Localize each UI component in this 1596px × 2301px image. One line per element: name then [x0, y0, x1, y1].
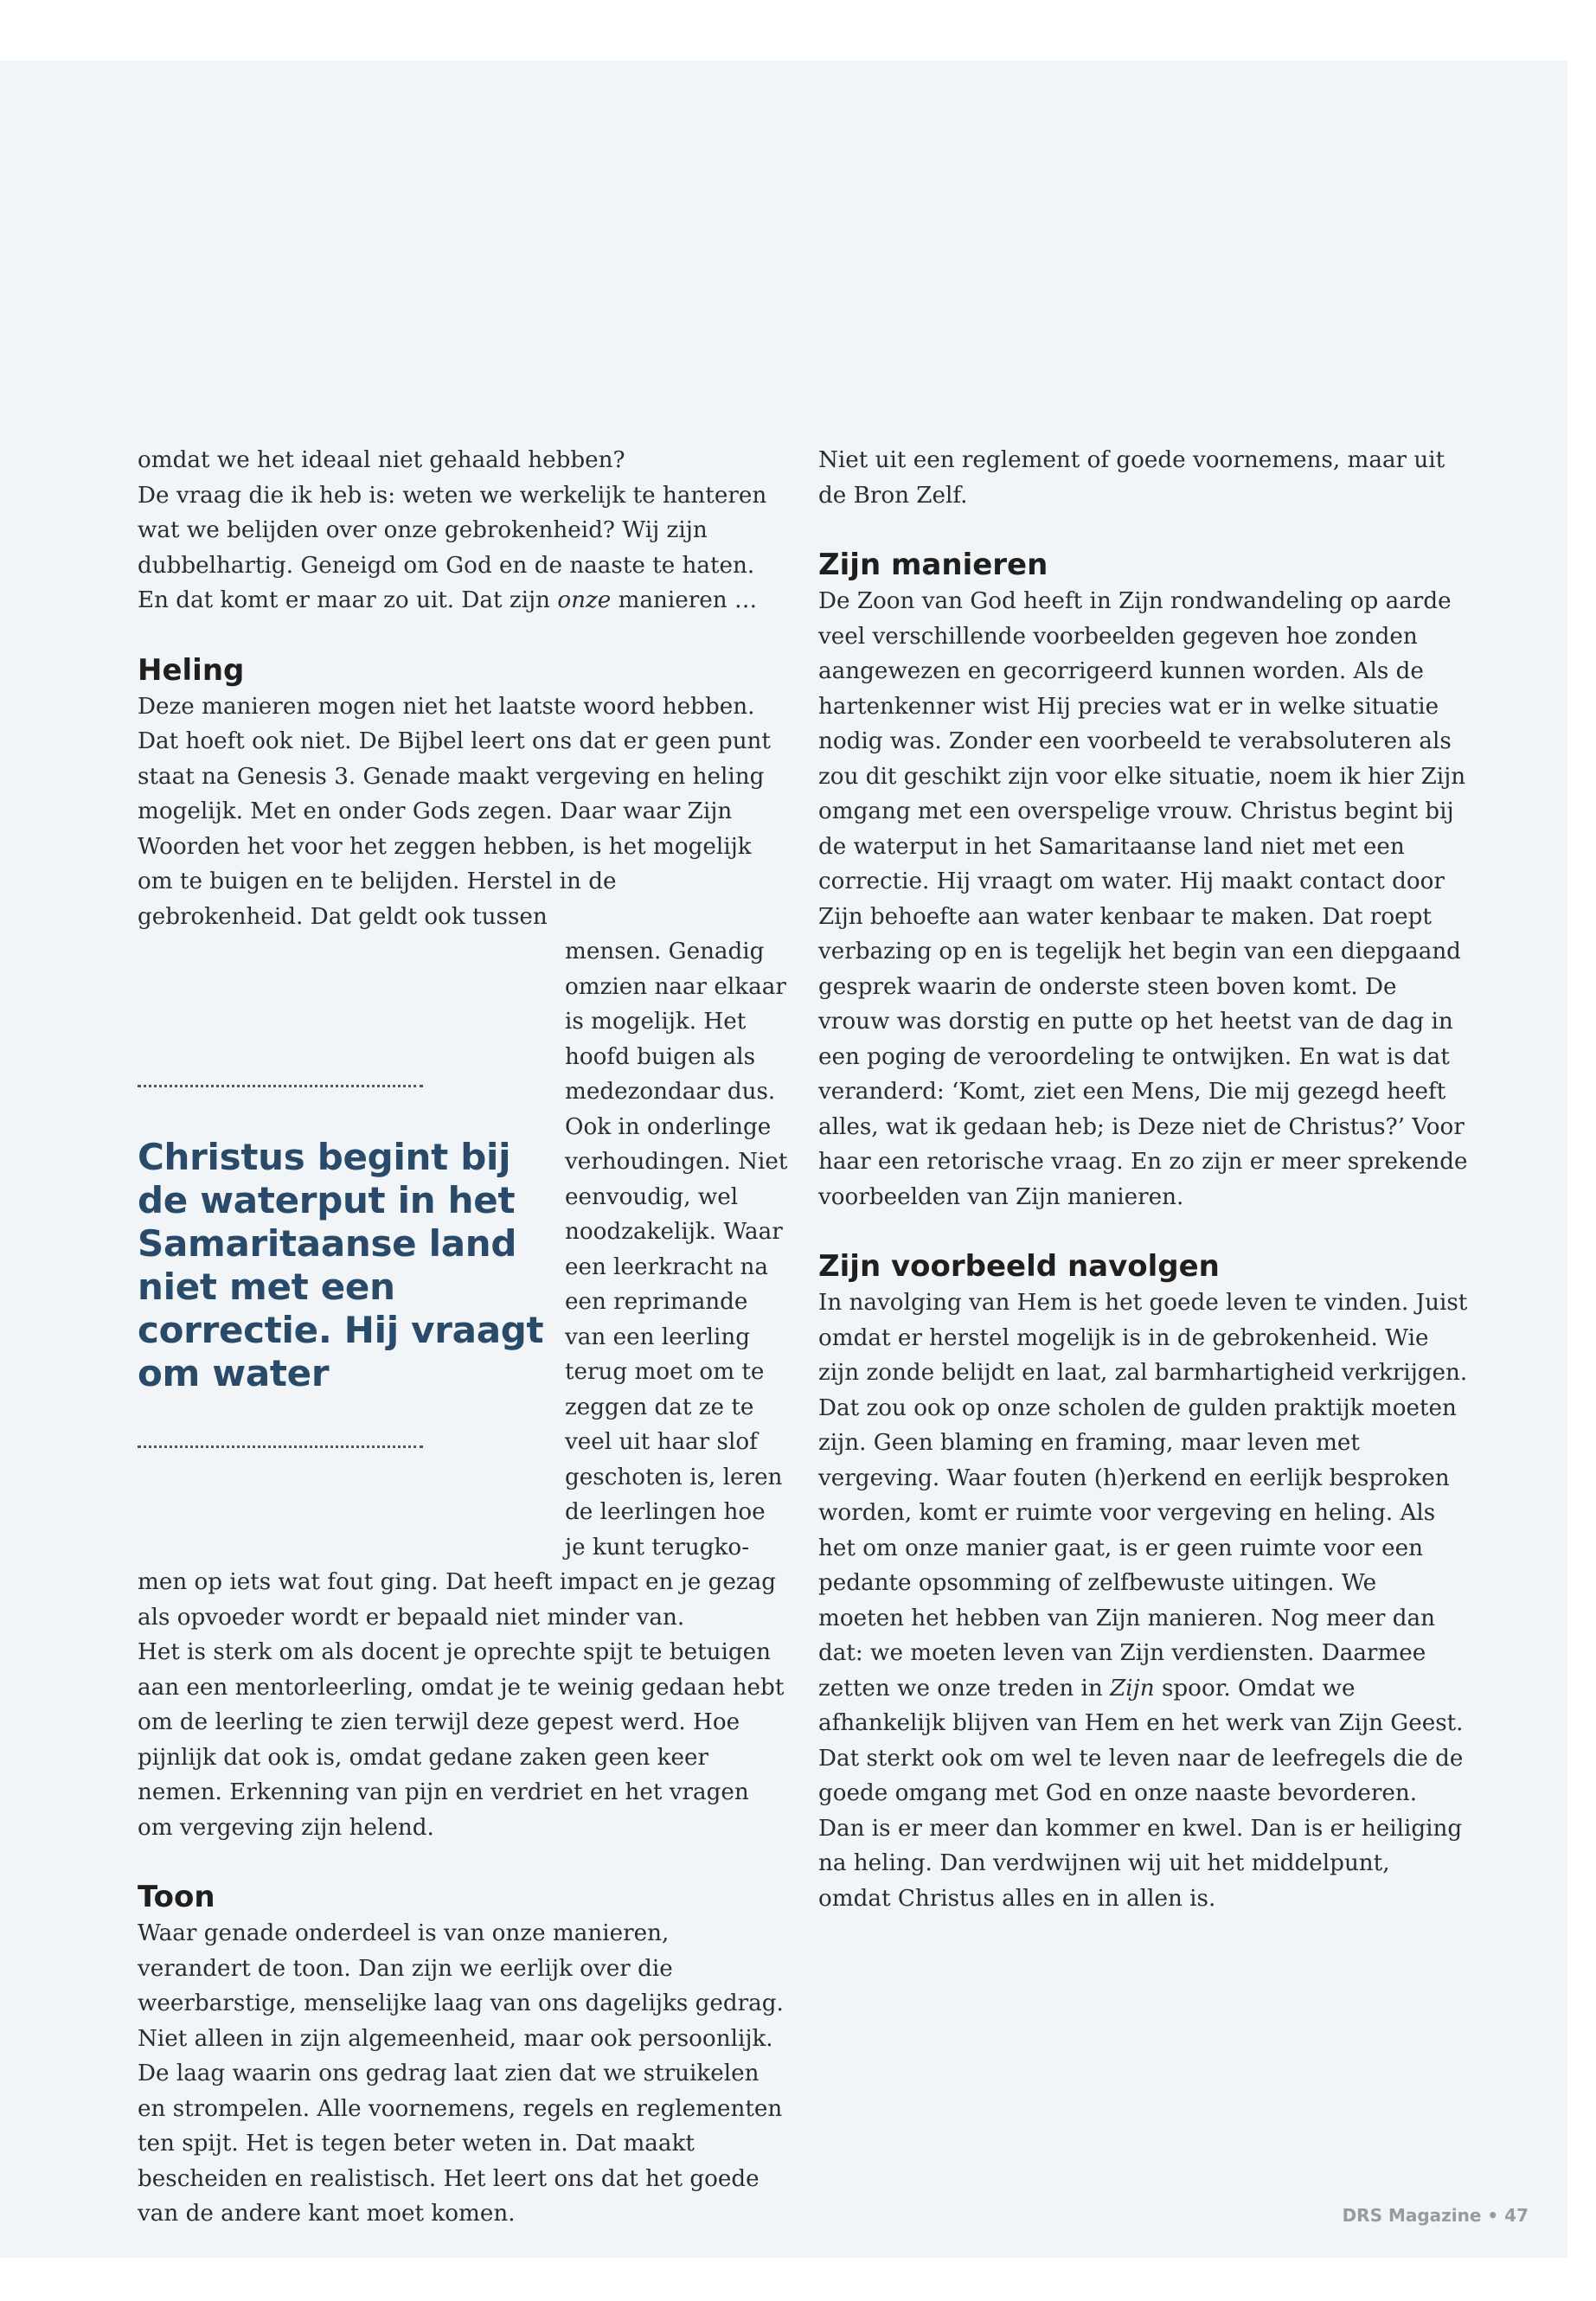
- dotted-divider: [138, 1445, 423, 1448]
- right-column: [818, 443, 1469, 1916]
- toon-paragraph: Waar genade onderdeel is van onze manieren, verandert de toon. Dan zijn we eerlijk over die weerbarstige, menselijke laag van ons dagelijks gedrag. Niet alleen in zijn algemeenheid, maar ook persoonlijk. De laag waarin ons gedrag laat zien dat we struikelen en strompelen. Alle voornemens, regels en reglementen ten spijt. Het is tegen beter weten in. Dat maakt bescheiden en realistisch. Het leert ons dat het goede van de andere kant moet komen.: [138, 1920, 784, 2227]
- heading-toon: Toon: [138, 1880, 215, 1914]
- right-intro: Niet uit een reglement of goede voornemens, maar uit de Bron Zelf.: [818, 447, 1445, 509]
- left-column: [138, 443, 788, 2232]
- intro-paragraph: De vraag die ik heb is: weten we werkelijk te hanteren wat we belijden over onze gebrokenheid? Wij zijn dubbelhartig. Geneigd om God en de naaste te haten. En dat komt er maar zo uit. Dat zijn onze manieren …: [138, 482, 767, 613]
- page-footer: DRS Magazine • 47: [1342, 2205, 1529, 2226]
- heading-zijn-manieren: Zijn manieren: [818, 548, 1048, 582]
- heling-paragraph: Deze manieren mogen niet het laatste woord hebben. Dat hoeft ook niet. De Bijbel leert ons dat er geen punt staat na Genesis 3. Genade maakt vergeving en heling mogelijk. Met en onder Gods zegen. Daar waar Zijn Woorden het voor het zeggen hebben, is het mogelijk om te buigen en te belijden. Herstel in de gebrokenheid. Dat geldt ook tussen: [138, 693, 771, 930]
- voorbeeld-paragraph: In navolging van Hem is het goede leven te vinden. Juist omdat er herstel mogelijk is in de gebrokenheid. Wie zijn zonde belijdt en laat, zal barmhartigheid verkrijgen. Dat zou ook op onze scholen de gulden praktijk moeten zijn. Geen blaming en framing, maar leven met vergeving. Waar fouten (h)erkend en eerlijk besproken worden, komt er ruimte voor vergeving en heling. Als het om onze manier gaat, is er geen ruimte voor een pedante opsomming of zelfbewuste uitingen. We moeten het hebben van Zijn manieren. Nog meer dan dat: we moeten leven van Zijn verdiensten. Daarmee zetten we onze treden in Zijn spoor. Omdat we afhankelijk blijven van Hem en het werk van Zijn Geest. Dat sterkt ook om wel te leven naar de leefregels die de goede omgang met God en onze naaste bevorderen. Dan is er meer dan kommer en kwel. Dan is er heiliging na heling. Dan verdwijnen wij uit het middelpunt, omdat Christus alles en in allen is.: [818, 1290, 1468, 1912]
- pullquote: Christus begint bij de waterput in het Samaritaanse land niet met een correctie. Hij vraagt om water: [138, 1136, 544, 1394]
- heading-heling: Heling: [138, 652, 245, 688]
- heling-paragraph-2: Het is sterk om als docent je oprechte spijt te betuigen aan een mentorleerling, omdat je te weinig gedaan hebt om de leerling te zien terwijl deze gepest werd. Hoe pijnlijk dat ook is, omdat gedane zaken geen keer nemen. Erkenning van pijn en verdriet en het vragen om vergeving zijn helend.: [138, 1639, 785, 1841]
- dotted-divider: [138, 1085, 423, 1087]
- heling-paragraph-continued: men op iets wat fout ging. Dat heeft impact en je gezag als opvoeder wordt er bepaald niet minder van.: [138, 1569, 777, 1631]
- manieren-paragraph: De Zoon van God heeft in Zijn rondwandeling op aarde veel verschillende voorbeelden gegeven hoe zonden aangewezen en gecorrigeerd kunnen worden. Als de hartenkenner wist Hij precies wat er in welke situatie nodig was. Zonder een voorbeeld te verabsoluteren als zou dit geschikt zijn voor elke situatie, noem ik hier Zijn omgang met een overspelige vrouw. Christus begint bij de waterput in het Samaritaanse land niet met een correctie. Hij vraagt om water. Hij maakt contact door Zijn behoefte aan water kenbaar te maken. Dat roept verbazing op en is tegelijk het begin van een diepgaand gesprek waarin de onderste steen boven komt. De vrouw was dorstig en putte op het heetst van de dag in een poging de veroordeling te ontwijken. En wat is dat veranderd: ‘Komt, ziet een Mens, Die mij gezegd heeft alles, wat ik gedaan heb; is Deze niet de Christus?’ Voor haar een retorische vraag. En zo zijn er meer sprekende voorbeelden van Zijn manieren.: [818, 588, 1468, 1210]
- pullquote-wrap: [138, 934, 788, 1565]
- pullquote-box: [138, 934, 565, 1565]
- heling-narrow-text: mensen. Genadig omzien naar elkaar is mogelijk. Het hoofd buigen als medezondaar dus. Ook in onderlinge verhoudingen. Niet eenvoudig, wel noodzakelijk. Waar een leerkracht na een reprimande van een leerling terug moet om te zeggen dat ze te veel uit haar slof geschoten is, leren de leerlingen hoe je kunt terugko-: [565, 939, 788, 1561]
- intro-line: omdat we het ideaal niet gehaald hebben?: [138, 447, 625, 473]
- heading-voorbeeld: Zijn voorbeeld navolgen: [818, 1249, 1220, 1284]
